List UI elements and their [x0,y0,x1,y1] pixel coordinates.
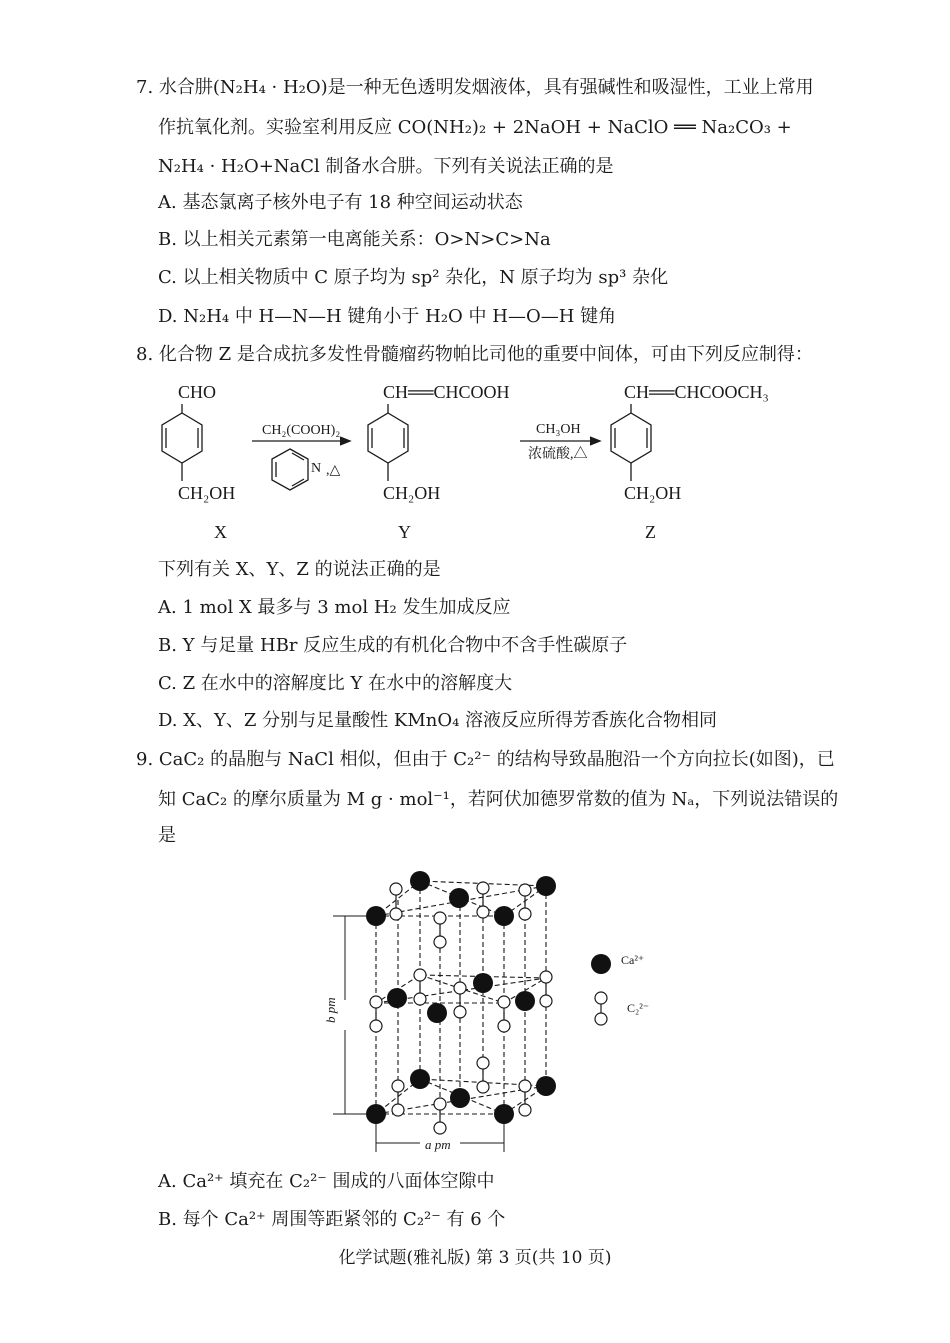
b-dimension-label: b pm [323,997,338,1023]
ca-ion [473,973,493,993]
reaction-arrow-1 [252,437,350,445]
q8-reaction-scheme [0,0,950,560]
c2-dumbbell [498,996,510,1032]
q8-option-c: C. Z 在水中的溶解度比 Y 在水中的溶解度大 [158,673,513,694]
z-benzene-ring [611,404,651,481]
c2-dumbbell [519,1080,531,1116]
q8-option-a: A. 1 mol X 最多与 3 mol H₂ 发生加成反应 [158,597,511,618]
q7-option-b: B. 以上相关元素第一电离能关系：O>N>C>Na [158,229,551,250]
c2-dumbbell [477,1057,489,1093]
ca-ion [515,991,535,1011]
q9-option-b: B. 每个 Ca²⁺ 周围等距紧邻的 C₂²⁻ 有 6 个 [158,1209,506,1230]
z-compound-label: Z [645,522,656,542]
x-ch2oh-label: CH₂OH [178,483,236,503]
arrow1-n-label: N [311,461,322,476]
pyridine-icon [272,449,308,490]
ca-ion [410,1069,430,1089]
q8-prompt: 下列有关 X、Y、Z 的说法正确的是 [158,559,441,580]
y-benzene-ring [368,404,408,481]
ca-ion [387,988,407,1008]
cac2-unit-cell-figure [0,860,950,1160]
ca-ion [494,906,514,926]
page-footer: 化学试题(雅礼版) 第 3 页(共 10 页) [338,1248,612,1268]
dimension-lines [333,916,504,1152]
q7-option-c: C. 以上相关物质中 C 原子均为 sp² 杂化，N 原子均为 sp³ 杂化 [158,267,669,288]
legend-ca-label: Ca²⁺ [621,953,645,967]
q8-stem: 8. 化合物 Z 是合成抗多发性骨髓瘤药物帕比司他的重要中间体，可由下列反应制得： [136,344,813,365]
c2-dumbbell [434,1098,446,1134]
c2-dumbbell [434,912,446,948]
ca-ion [450,1088,470,1108]
ca-ion [449,888,469,908]
ca-ion [494,1104,514,1124]
c2-dumbbell [540,971,552,1007]
q9-stem-line2: 知 CaC₂ 的摩尔质量为 M g · mol⁻¹，若阿伏加德罗常数的值为 Nₐ，下列说法错误的 [158,789,839,810]
legend-c2-label: C₂²⁻ [627,1001,650,1015]
q7-option-a: A. 基态氯离子核外电子有 18 种空间运动状态 [158,192,523,213]
x-cho-label: CHO [178,382,217,402]
z-ch2oh-label: CH₂OH [624,483,682,503]
q9-option-a: A. Ca²⁺ 填充在 C₂²⁻ 围成的八面体空隙中 [158,1171,495,1192]
x-benzene-ring [162,404,202,481]
c2-dumbbell [414,969,426,1005]
x-compound-label: X [214,522,227,542]
c2-dumbbell [519,884,531,920]
q9-stem-line3: 是 [158,825,176,846]
c2-dumbbell [454,982,466,1018]
y-compound-label: Y [398,522,411,542]
ca-ion [366,906,386,926]
q7-option-d: D. N₂H₄ 中 H—N—H 键角小于 H₂O 中 H—O—H 键角 [158,306,617,327]
q7-stem-line3: N₂H₄ · H₂O+NaCl 制备水合肼。下列有关说法正确的是 [158,156,614,177]
arrow2-reagent-label: CH₃OH [536,422,581,437]
y-ch2oh-label: CH₂OH [383,483,441,503]
figure-legend [591,953,649,1025]
arrow2-condition-label: 浓硫酸,△ [528,447,588,462]
reaction-arrow-2 [520,437,600,445]
q7-stem-line2: 作抗氧化剂。实验室利用反应 CO(NH₂)₂ + 2NaOH + NaClO ══ Na₂CO₃ + [158,117,792,138]
c2-dumbbell [370,996,382,1032]
legend-c2-icon [595,992,607,1025]
arrow1-reagent-label: CH₂(COOH)₂ [262,423,341,438]
ca-ion [536,1076,556,1096]
ca-ion [366,1104,386,1124]
q7-stem-line1: 7. 水合肼(N₂H₄ · H₂O)是一种无色透明发烟液体，具有强碱性和吸湿性，工业上常用 [136,77,814,98]
c2-dumbbell [477,882,489,918]
a-dimension-label: a pm [425,1137,451,1152]
ca-ion [536,876,556,896]
ca-ion [427,1003,447,1023]
y-side-chain-label: CH══CHCOOH [383,382,510,402]
q9-stem-line1: 9. CaC₂ 的晶胞与 NaCl 相似，但由于 C₂²⁻ 的结构导致晶胞沿一个方向拉长(如图)，已 [136,749,835,770]
ca-ion [410,871,430,891]
z-side-chain-label: CH══CHCOOCH₃ [624,382,769,402]
c2-dumbbell [392,1080,404,1116]
legend-ca-icon [591,954,611,974]
arrow1-condition-label: ,△ [326,463,341,478]
c2-dumbbell [390,883,402,920]
q8-option-b: B. Y 与足量 HBr 反应生成的有机化合物中不含手性碳原子 [158,635,628,656]
q8-option-d: D. X、Y、Z 分别与足量酸性 KMnO₄ 溶液反应所得芳香族化合物相同 [158,710,718,731]
